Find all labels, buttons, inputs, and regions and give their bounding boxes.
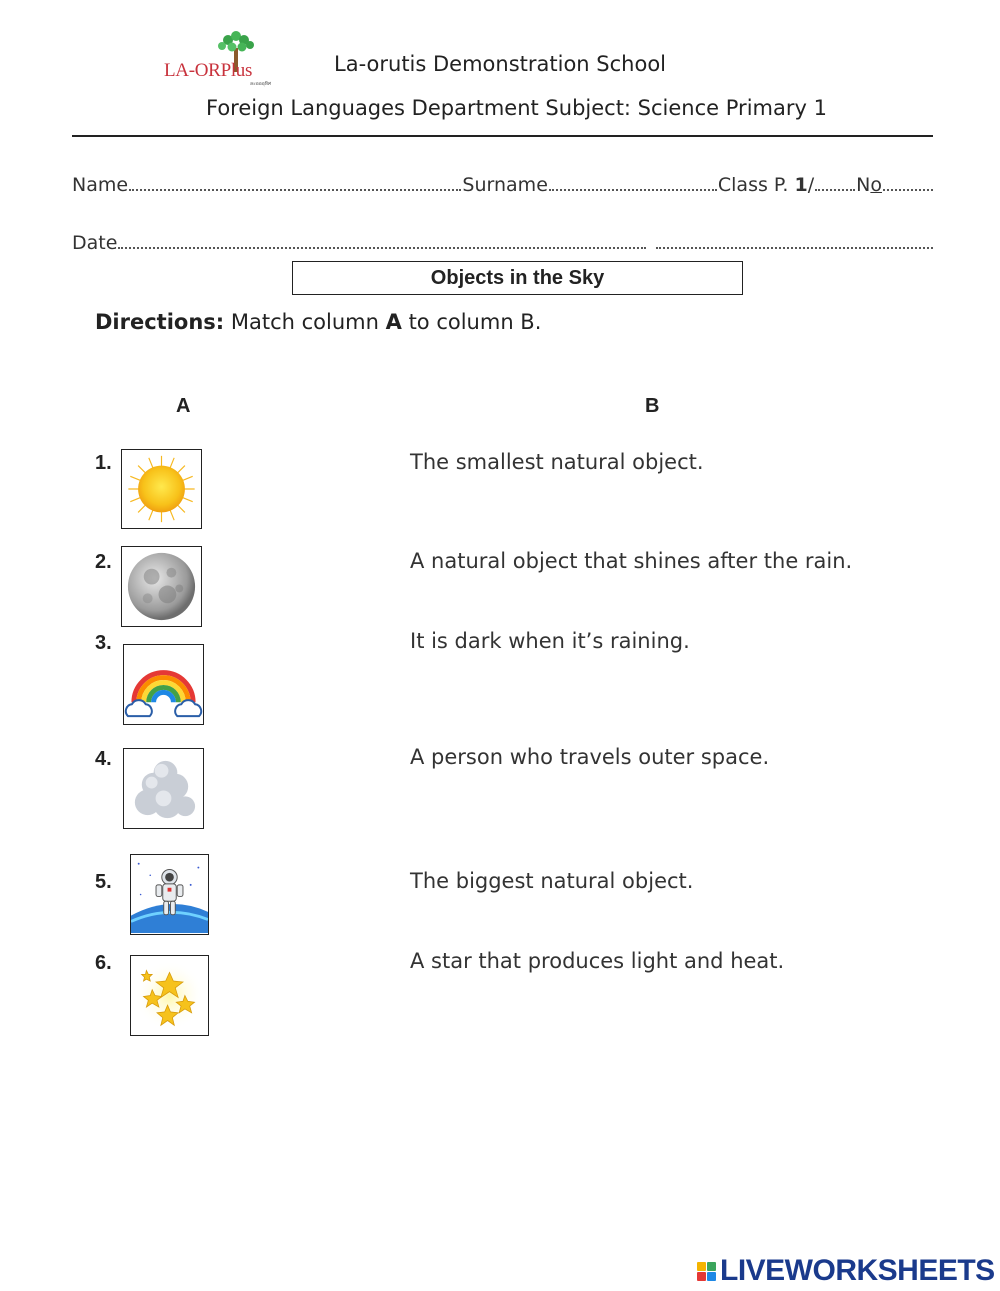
column-b-heading: B bbox=[645, 395, 660, 417]
directions-label: Directions: bbox=[95, 310, 225, 334]
brand-blocks-icon bbox=[697, 1262, 716, 1281]
rainbow-icon[interactable] bbox=[123, 644, 204, 725]
number-blank[interactable] bbox=[883, 175, 933, 191]
statement-5: The biggest natural object. bbox=[410, 869, 694, 893]
worksheet-title: Objects in the Sky bbox=[292, 261, 743, 295]
stars-icon[interactable] bbox=[130, 955, 209, 1036]
astronaut-icon[interactable] bbox=[130, 854, 209, 935]
surname-blank[interactable] bbox=[549, 175, 717, 191]
statement-4: A person who travels outer space. bbox=[410, 745, 770, 769]
cloud-icon[interactable] bbox=[123, 748, 204, 829]
school-name: La-orutis Demonstration School bbox=[334, 52, 667, 76]
statement-1: The smallest natural object. bbox=[410, 450, 704, 474]
sun-icon[interactable] bbox=[121, 449, 202, 529]
item-5-number: 5. bbox=[95, 871, 112, 893]
liveworksheets-logo bbox=[697, 1254, 995, 1288]
class-room-blank[interactable] bbox=[815, 175, 855, 191]
date-label: Date bbox=[72, 232, 118, 254]
surname-label: Surname bbox=[462, 174, 548, 196]
extra-blank[interactable] bbox=[656, 233, 933, 249]
item-3-number: 3. bbox=[95, 632, 112, 654]
class-slash: / bbox=[807, 174, 815, 196]
class-label: Class P. bbox=[717, 174, 789, 196]
item-6-number: 6. bbox=[95, 952, 112, 974]
logo-tagline: ละอออุทิศ bbox=[250, 81, 272, 87]
school-logo bbox=[160, 30, 290, 86]
statement-2: A natural object that shines after the rain. bbox=[410, 549, 853, 573]
class-number: 1 bbox=[794, 174, 808, 196]
header-divider bbox=[72, 135, 933, 137]
directions: Directions: Match column A to column B. bbox=[95, 310, 542, 334]
number-label: No bbox=[856, 174, 882, 196]
logo-wordmark: LA-ORPlus bbox=[164, 60, 253, 81]
statement-6: A star that produces light and heat. bbox=[410, 949, 785, 973]
moon-icon[interactable] bbox=[121, 546, 202, 627]
brand-text: LIVEWORKSHEETS bbox=[720, 1254, 995, 1287]
item-1-number: 1. bbox=[95, 452, 112, 474]
date-blank[interactable] bbox=[118, 233, 646, 249]
item-2-number: 2. bbox=[95, 551, 112, 573]
date-row bbox=[72, 232, 934, 254]
department-subject: Foreign Languages Department Subject: Science Primary 1 bbox=[206, 96, 827, 120]
column-a-heading: A bbox=[176, 395, 191, 417]
statement-3: It is dark when it’s raining. bbox=[410, 629, 690, 653]
name-label: Name bbox=[72, 174, 129, 196]
name-blank[interactable] bbox=[129, 175, 461, 191]
item-4-number: 4. bbox=[95, 748, 112, 770]
student-info-row bbox=[72, 174, 934, 196]
